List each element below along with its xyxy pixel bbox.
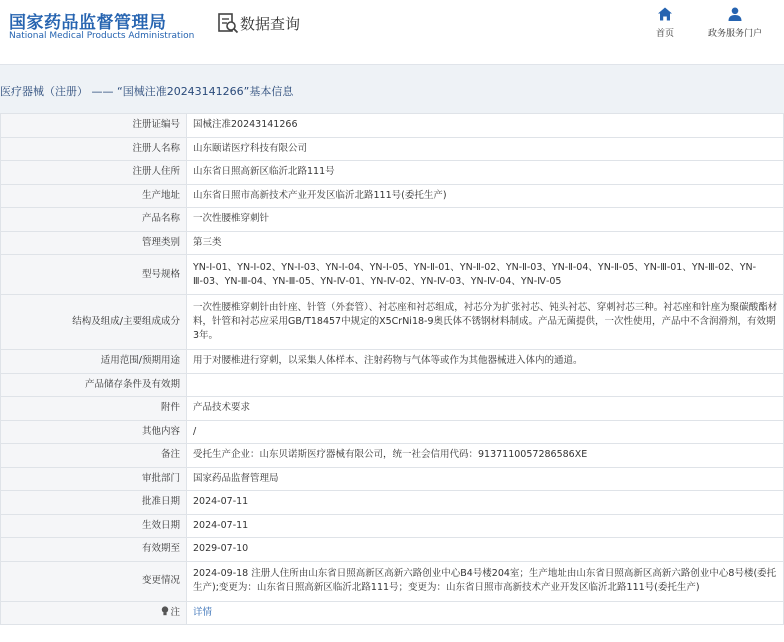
field-label: 其他内容 — [1, 420, 187, 444]
field-value: 山东颐诺医疗科技有限公司 — [187, 137, 784, 161]
table-row — [1, 184, 784, 208]
field-value: 国械注准20243141266 — [187, 114, 784, 138]
field-label: 注册人住所 — [1, 161, 187, 185]
table-row — [1, 137, 784, 161]
field-label: 结构及组成/主要组成成分 — [1, 295, 187, 350]
table-row — [1, 114, 784, 138]
field-label: 产品名称 — [1, 208, 187, 232]
breadcrumb: 医疗器械（注册） —— “国械注准20243141266”基本信息 — [0, 85, 294, 98]
table-row — [1, 491, 784, 515]
field-value: 山东省日照高新区临沂北路111号 — [187, 161, 784, 185]
search-doc-icon — [217, 12, 239, 34]
field-label: 型号规格 — [1, 255, 187, 295]
field-value: 2024-09-18 注册人住所由山东省日照高新区高新六路创业中心B4号楼204室；生产地址由山东省日照高新区高新六路创业中心8号楼(委托生产);变更为：山东省日照高新区临沂北路111号；变更为：山东省日照市高新技术产业开发区临沂北路111号(委托生产) — [187, 561, 784, 601]
table-row — [1, 444, 784, 468]
field-value: 山东省日照市高新技术产业开发区临沂北路111号(委托生产) — [187, 184, 784, 208]
table-row — [1, 231, 784, 255]
field-label: 生效日期 — [1, 514, 187, 538]
field-label: 批准日期 — [1, 491, 187, 515]
field-value: 2024-07-11 — [187, 491, 784, 515]
bulb-icon — [161, 606, 169, 616]
table-row — [1, 538, 784, 562]
note-value-cell — [187, 601, 784, 625]
user-icon — [727, 6, 743, 22]
field-label: 附件 — [1, 397, 187, 421]
field-value: 用于对腰椎进行穿刺，以采集人体样本、注射药物与气体等或作为其他器械进入体内的通道。 — [187, 350, 784, 374]
details-link[interactable]: 详情 — [193, 606, 213, 618]
table-row — [1, 397, 784, 421]
field-label: 适用范围/预期用途 — [1, 350, 187, 374]
table-row — [1, 161, 784, 185]
field-value: 第三类 — [187, 231, 784, 255]
field-label: 生产地址 — [1, 184, 187, 208]
field-value: 国家药品监督管理局 — [187, 467, 784, 491]
site-header — [0, 0, 784, 64]
field-label: 有效期至 — [1, 538, 187, 562]
table-row — [1, 467, 784, 491]
field-label: 变更情况 — [1, 561, 187, 601]
field-label: 注册人名称 — [1, 137, 187, 161]
table-row — [1, 561, 784, 601]
field-value: YN-Ⅰ-01、YN-Ⅰ-02、YN-Ⅰ-03、YN-Ⅰ-04、YN-Ⅰ-05、YN-Ⅱ-01、YN-Ⅱ-02、YN-Ⅱ-03、YN-Ⅱ-04、YN-Ⅱ-05、YN-Ⅲ-01、YN-Ⅲ-02、YN-Ⅲ-03、YN-Ⅲ-04、YN-Ⅲ-05、YN-Ⅳ-01、YN-Ⅳ-02、YN-Ⅳ-03、YN-Ⅳ-04、YN-Ⅳ-05 — [187, 255, 784, 295]
field-value: 产品技术要求 — [187, 397, 784, 421]
field-label: 管理类别 — [1, 231, 187, 255]
field-value: 2029-07-10 — [187, 538, 784, 562]
field-label: 审批部门 — [1, 467, 187, 491]
home-icon — [657, 6, 673, 22]
table-row — [1, 208, 784, 232]
logo-title-cn[interactable]: 国家药品监督管理局 — [9, 13, 167, 33]
field-label: 备注 — [1, 444, 187, 468]
table-row — [1, 255, 784, 295]
table-row — [1, 373, 784, 397]
logo-title-en: National Medical Products Administration — [9, 31, 195, 41]
table-row — [1, 514, 784, 538]
nav-home-label: 首页 — [655, 29, 674, 39]
nav-home[interactable] — [645, 6, 685, 39]
field-label: 注册证编号 — [1, 114, 187, 138]
note-label-cell — [1, 601, 187, 625]
breadcrumb-bar — [0, 64, 784, 114]
table-row — [1, 295, 784, 350]
field-value: 一次性腰椎穿刺针由针座、针管（外套管）、衬芯座和衬芯组成，衬芯分为扩张衬芯、钝头衬芯、穿刺衬芯三种。衬芯座和针座为聚碳酸酯材料，针管和衬芯应采用GB/T18457中规定的X5CrNi18-9奥氏体不锈钢材料制成。产品无菌提供，一次性使用，产品中不含润滑剂，有效期3年。 — [187, 295, 784, 350]
field-value: / — [187, 420, 784, 444]
field-label: 注 — [170, 606, 180, 618]
field-value: 受托生产企业：山东贝诺斯医疗器械有限公司，统一社会信用代码：9137110057286586XE — [187, 444, 784, 468]
table-row — [1, 601, 784, 625]
field-label: 产品储存条件及有效期 — [1, 373, 187, 397]
nav-gov-portal-label: 政务服务门户 — [707, 29, 762, 39]
data-query-title[interactable]: 数据查询 — [240, 15, 301, 33]
table-row — [1, 350, 784, 374]
table-row — [1, 420, 784, 444]
nav-gov-portal[interactable] — [700, 6, 770, 39]
field-value — [187, 373, 784, 397]
detail-table — [0, 113, 784, 625]
field-value: 2024-07-11 — [187, 514, 784, 538]
field-value: 一次性腰椎穿刺针 — [187, 208, 784, 232]
